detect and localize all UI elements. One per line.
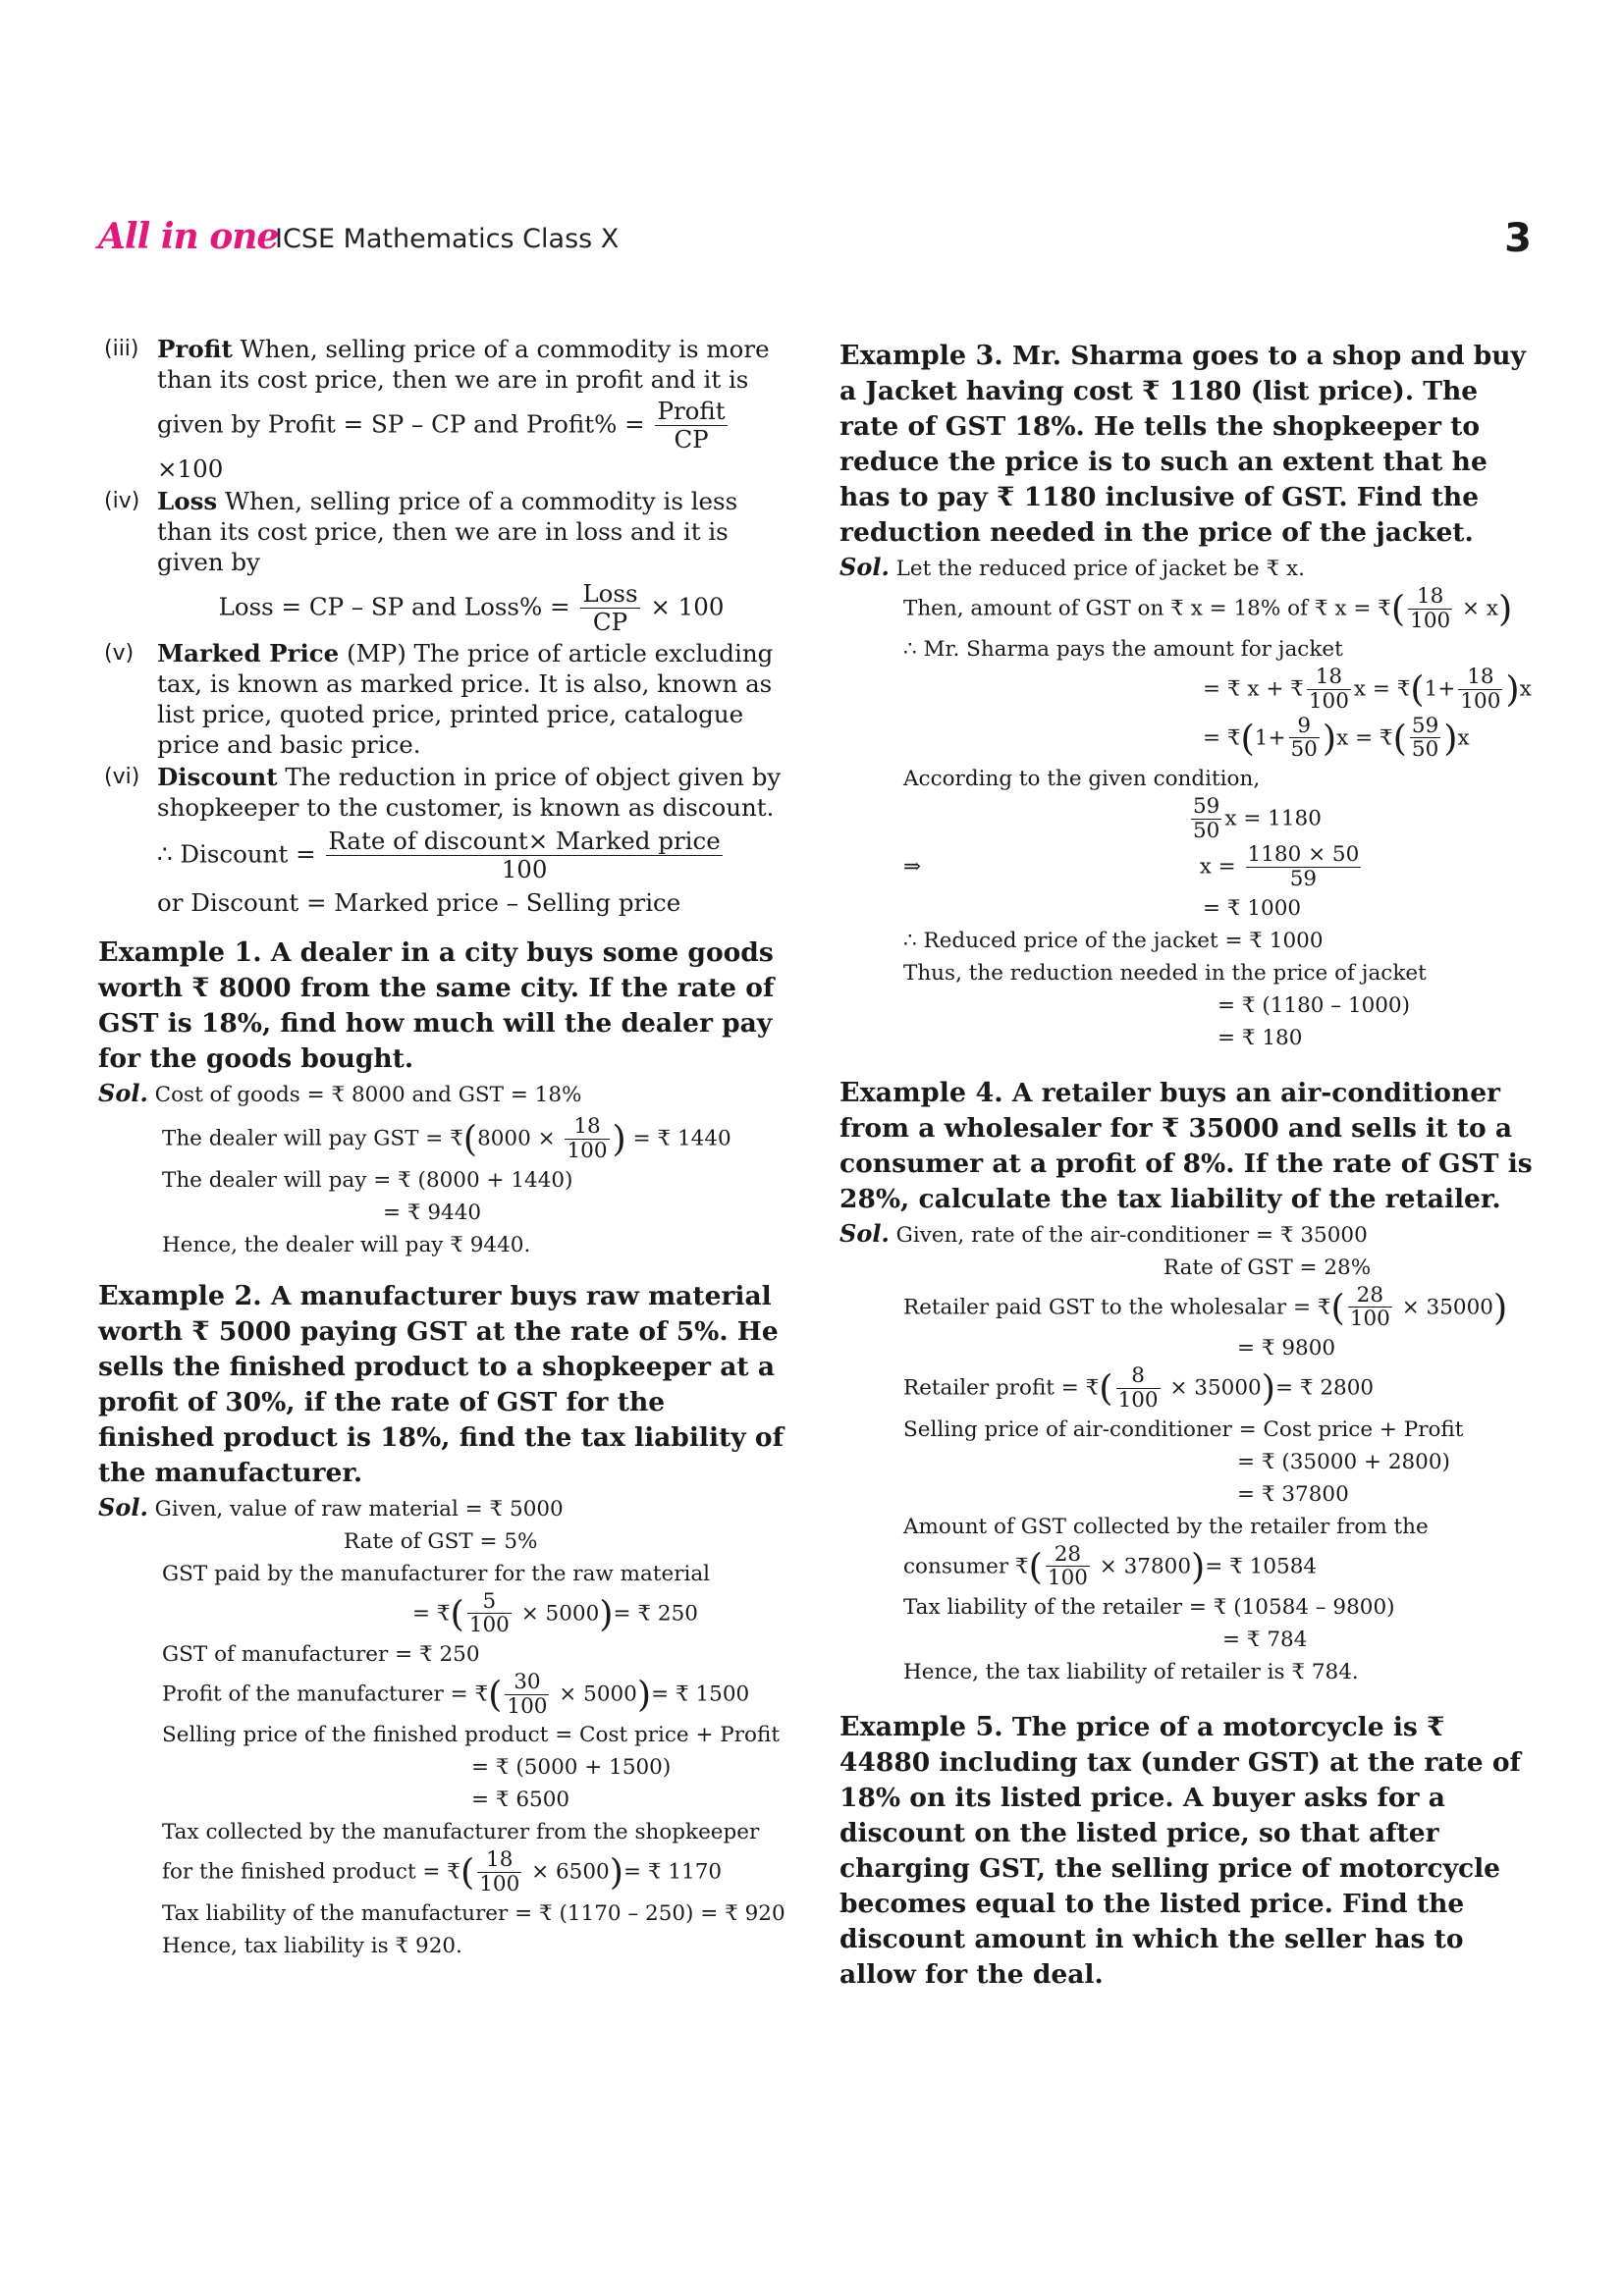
loss-fraction: $\frac{\text{Loss}}{CP}$ bbox=[582, 579, 638, 637]
example-4-solution: Sol. Given, rate of the air-conditioner = ₹ 35000 bbox=[839, 1218, 1368, 1248]
term-loss: Loss bbox=[157, 487, 218, 516]
term-profit: Profit bbox=[157, 335, 233, 363]
item-profit: (iii) Profit When, selling price of a commodity is more than its cost price, then we are in profit and it is given by Profit = SP – CP and Profit% = $\frac{\text{Profit}}{CP}$ ×100 bbox=[104, 335, 770, 484]
example-1-question: Example 1. A dealer in a city buys some goods worth ₹ 8000 from the same city. If the rate of GST is 18%, find how much will the dealer pay for the goods bought. bbox=[98, 937, 775, 1075]
example-3-solution: Sol. Let the reduced price of jacket be ₹ x. bbox=[839, 553, 1305, 581]
item-loss: (iv) Loss When, selling price of a commodity is less than its cost price, then we are in loss and it is given by Loss = CP – SP and Loss% = $\frac{\text{Loss}}{CP}$ × 100 bbox=[104, 487, 738, 637]
example-4-question: Example 4. A retailer buys an air-conditioner from a wholesaler for ₹ 35000 and sells it to a consumer at a profit of 8%. If the rate of GST is 28%, calculate the tax liability of the retailer. bbox=[839, 1077, 1533, 1214]
example-2-question: Example 2. A manufacturer buys raw material worth ₹ 5000 paying GST at the rate of 5%. He sells the finished product to a shopkeeper at a profit of 30%, if the rate of GST for the finished product is 18%, find the tax liability of the manufacturer. bbox=[98, 1280, 784, 1488]
term-discount: Discount bbox=[157, 763, 278, 792]
example-3-question: Example 3. Mr. Sharma goes to a shop and buy a Jacket having cost ₹ 1180 (list price). The rate of GST 18%. He tells the shopkeeper to reduce the price is to such an extent that he has to pay ₹ 1180 inclusive of GST. Find the reduction needed in the price of the jacket. bbox=[839, 341, 1526, 548]
example-5-question: Example 5. The price of a motorcycle is ₹ 44880 including tax (under GST) at the rate of 18% on its listed price. A buyer asks for a discount on the listed price, so that after charging GST, the selling price of motorcycle becomes equal to the listed price. Find the discount amount in which the seller has to allow for the deal. bbox=[839, 1711, 1521, 1990]
item-marked-price: (v) Marked Price (MP) The price of article excluding tax, is known as marked price. It is also, known as list price, quoted price, printed price, catalogue price and basic price. bbox=[104, 639, 774, 760]
brand-logo: All in one bbox=[98, 216, 279, 257]
page-header bbox=[98, 216, 1532, 275]
example-2-solution: Sol. Given, value of raw material = ₹ 5000 bbox=[98, 1492, 564, 1522]
item-discount: (vi) Discount The reduction in price of object given by shopkeeper to the customer, is known as discount. ∴ Discount = $\frac{\text{Rate of discount× Marked price}}{100}$ or Discount = Marked price – Selling price bbox=[104, 763, 782, 918]
right-column: Example 3. Mr. Sharma goes to a shop and buy a Jacket having cost ₹ 1180 (list price). The rate of GST 18%. He tells the shopkeeper to reduce the price is to such an extent that he has to pay ₹ 1180 inclusive of GST. Find the reduction needed in the price of the jacket. Sol. Let the reduced price of jacket be ₹ x. Then, amount of GST on ₹ x = 18% of ₹ x = ₹( $\frac{18}{100}$ × x) ∴ Mr. Sharma pays the amount for jacket = ₹ x + ₹ $\frac{18}{100}$ x = ₹(1+ $\frac{18}{100}$ )x = ₹(1+ $\frac{9}{50}$ )x = ₹( $\frac{59}{50}$ )x According to the given condition, $\frac{59}{50}$ x = 1180 ⇒ x = $\frac{1180 \times 50}{59}$ = ₹ 1000 ∴ Reduced price of the jacket = ₹ 1000 Thus, the reduction needed in the price of jacket = ₹ (1180 – 1000) = ₹ 180 Example 4. A retailer buys an air-conditioner from a wholesaler for ₹ 35000 and sells it to a consumer at a profit of 8%. If the rate of GST is 28%, calculate the tax liability of the retailer. Sol. Given, rate of the air-conditioner = ₹ 35000 Rate of GST = 28% Retailer paid GST to the wholesalar = ₹( $\frac{28}{100}$ × 35000) = ₹ 9800 Retailer profit = ₹( $\frac{8}{100}$ × 35000)= ₹ 2800 Selling price of air-conditioner = Cost price + Profit = ₹ (35000 + 2800) = ₹ 37800 Amount of GST collected by the retailer from the consumer ₹( $\frac{28}{100}$ × 37800)= ₹ 10584 Tax liability of the retailer = ₹ (10584 – 9800) = ₹ 784 Hence, the tax liability of retailer is ₹ 784. Example 5. The price of a motorcycle is ₹ 44880 including tax (under GST) at the rate of 18% on its listed price. A buyer asks for a discount on the listed price, so that after charging GST, the selling price of motorcycle becomes equal to the listed price. Find the discount amount in which the seller has to allow for the deal. bbox=[839, 339, 1542, 1993]
example-1-solution: Sol. Cost of goods = ₹ 8000 and GST = 18% bbox=[98, 1079, 582, 1108]
discount-fraction: $\frac{\text{Rate of discount× Marked price}}{100}$ bbox=[328, 827, 721, 884]
page-number: 3 bbox=[1504, 216, 1532, 261]
profit-fraction: $\frac{\text{Profit}}{CP}$ bbox=[657, 397, 726, 454]
term-marked-price: Marked Price bbox=[157, 639, 340, 668]
left-column: (iii) Profit When, selling price of a commodity is more than its cost price, then we are in profit and it is given by Profit = SP – CP and Profit% = $\frac{\text{Profit}}{CP}$ ×100 (iv) Loss When, selling price of a commodity is less than its cost price, then we are in loss and it is given by Loss = CP – SP and Loss% = $\frac{\text{Loss}}{CP}$ × 100 (v) Marked Price (MP) The price of article excluding tax, is known as marked price. It is also, known as list price, quoted price, printed price, catalogue price and basic price. (vi) Discount The reduction in price of object given by shopkeeper to the customer, is known as discount. ∴ Discount = $\frac{\text{Rate of discount× Marked price}}{100}$ or Discount = Marked price – Selling price Example 1. A dealer in a city buys some goods worth ₹ 8000 from the same city. If the rate of GST is 18%, find how much will the dealer pay for the goods bought. Sol. Cost of goods = ₹ 8000 and GST = 18% The dealer will pay GST = ₹(8000 × $\frac{18}{100}$ ) = ₹ 1440 The dealer will pay = ₹ (8000 + 1440) = ₹ 9440 Hence, the dealer will pay ₹ 9440. Example 2. A manufacturer buys raw material worth ₹ 5000 paying GST at the rate of 5%. He sells the finished product to a shopkeeper at a profit of 30%, if the rate of GST for the finished product is 18%, find the tax liability of the manufacturer. Sol. Given, value of raw material = ₹ 5000 Rate of GST = 5% GST paid by the manufacturer for the raw material = ₹( $\frac{5}{100}$ × 5000)= ₹ 250 GST of manufacturer = ₹ 250 Profit of the manufacturer = ₹( $\frac{30}{100}$ × 5000)= ₹ 1500 Selling price of the finished product = Cost price + Profit = ₹ (5000 + 1500) = ₹ 6500 Tax collected by the manufacturer from the shopkeeper for the finished product = ₹( $\frac{18}{100}$ × 6500)= ₹ 1170 Tax liability of the manufacturer = ₹ (1170 – 250) = ₹ 920 Hence, tax liability is ₹ 920. bbox=[98, 335, 785, 1958]
book-title: ICSE Mathematics Class X bbox=[275, 224, 620, 254]
